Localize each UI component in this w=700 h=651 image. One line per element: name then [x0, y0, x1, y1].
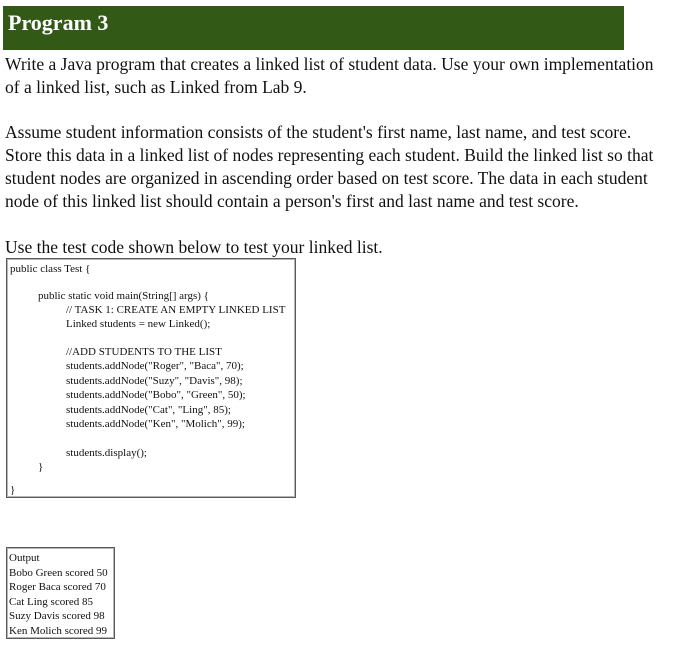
- header-bar: [3, 6, 624, 50]
- paragraph-line: node of this linked list should contain a person's first and last name and test score.: [5, 191, 579, 211]
- code-line: // TASK 1: CREATE AN EMPTY LINKED LIST: [66, 304, 286, 316]
- page-title: Program 3: [8, 10, 109, 35]
- output-line: Ken Molich scored 99: [9, 624, 108, 637]
- test-code-instruction: [5, 236, 383, 259]
- output-header: Output: [9, 552, 40, 564]
- output-box: [6, 547, 115, 639]
- code-line: students.addNode("Ken", "Molich", 99);: [66, 418, 245, 430]
- code-line: }: [10, 484, 16, 496]
- code-line: students.addNode("Cat", "Ling", 85);: [66, 404, 231, 416]
- code-line: students.addNode("Bobo", "Green", 50);: [66, 389, 246, 401]
- code-line: Linked students = new Linked();: [66, 318, 211, 330]
- paragraph-line: Store this data in a linked list of nodes representing each student. Build the linked list so that: [5, 145, 654, 165]
- assumption-paragraph: [5, 121, 653, 213]
- code-line: //ADD STUDENTS TO THE LIST: [66, 346, 222, 358]
- code-line: students.addNode("Roger", "Baca", 70);: [66, 360, 244, 372]
- paragraph-line: Write a Java program that creates a linked list of student data. Use your own implementation: [5, 54, 654, 74]
- paragraph-line: of a linked list, such as Linked from Lab 9.: [5, 77, 307, 97]
- code-line: public static void main(String[] args) {: [38, 290, 209, 302]
- output-line: Roger Baca scored 70: [9, 581, 106, 593]
- intro-paragraph: [5, 53, 654, 99]
- code-line: }: [38, 461, 44, 473]
- code-line: students.display();: [66, 447, 147, 459]
- output-line: Cat Ling scored 85: [9, 595, 94, 608]
- paragraph-line: student nodes are organized in ascending order based on test score. The data in each student: [5, 168, 648, 188]
- code-line: public class Test {: [10, 263, 91, 275]
- paragraph-line: Use the test code shown below to test your linked list.: [5, 237, 383, 257]
- output-line: Bobo Green scored 50: [9, 566, 108, 579]
- paragraph-line: Assume student information consists of the student's first name, last name, and test score.: [5, 122, 632, 142]
- code-line: students.addNode("Suzy", "Davis", 98);: [66, 375, 243, 387]
- output-line: Suzy Davis scored 98: [9, 610, 105, 622]
- test-code-box: [6, 258, 296, 498]
